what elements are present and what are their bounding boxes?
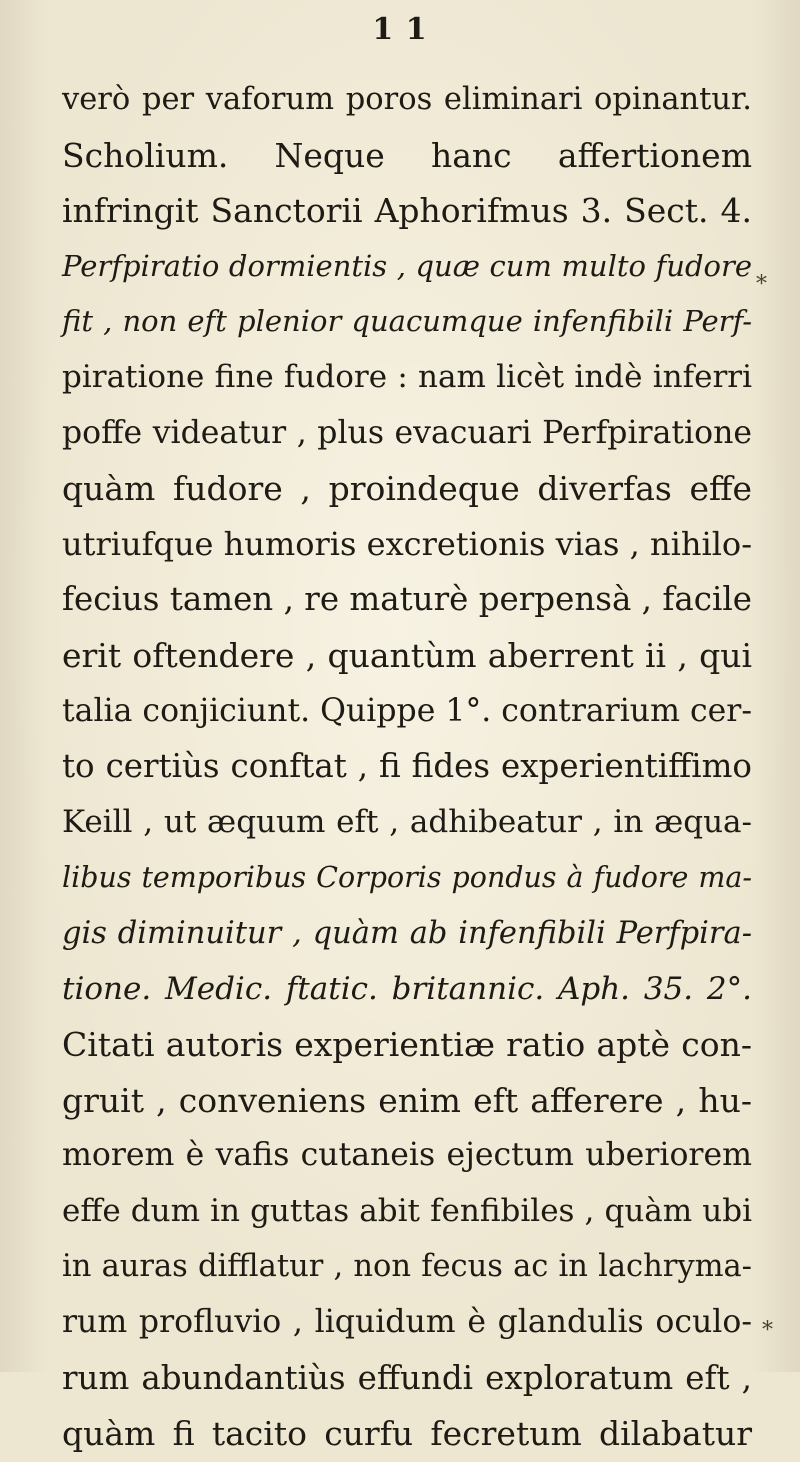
text-line-8: quàm fudore , proindeque diverfas effe: [62, 469, 752, 509]
text-line-4: Perfpiratio dormientis , quæ cum multo fudore: [62, 248, 752, 283]
text-line-18: Citati autoris experientiæ ratio aptè con-: [62, 1025, 752, 1065]
text-line-23: rum profluvio , liquidum è glandulis oculo-: [62, 1304, 752, 1341]
page-number: 1 1: [372, 12, 428, 47]
text-line-12: talia conjiciunt. Quippe 1°. contrarium cer-: [62, 692, 752, 729]
text-line-1: verò per vaforum poros eliminari opinantur.: [62, 82, 752, 117]
body-text: [62, 72, 752, 1462]
text-line-17: tione. Medic. ftatic. britannic. Aph. 35. 2°.: [62, 970, 752, 1007]
text-line-21: effe dum in guttas abit fenfibiles , quàm ubi: [62, 1192, 752, 1229]
text-line-10: fecius tamen , re maturè perpensà , facile: [62, 580, 752, 619]
text-line-2: Scholium. Neque hanc affertionem: [62, 135, 752, 175]
text-line-3: infringit Sanctorii Aphorifmus 3. Sect. 4.: [62, 191, 752, 231]
text-line-15: libus temporibus Corporis pondus à fudore ma-: [62, 861, 752, 895]
text-line-6: piratione fine fudore : nam licèt indè inferri: [62, 358, 752, 395]
text-line-24: rum abundantiùs effundi exploratum eft ,: [62, 1358, 752, 1397]
text-line-25: quàm fi tacito curfu fecretum dilabatur: [62, 1414, 752, 1454]
text-line-9: utriufque humoris excretionis vias , nihilo-: [62, 524, 752, 563]
text-line-20: morem è vafis cutaneis ejectum uberiorem: [62, 1137, 752, 1174]
margin-mark: *: [762, 1318, 773, 1343]
text-line-22: in auras difflatur , non fecus ac in lachryma-: [62, 1249, 752, 1285]
margin-mark: *: [756, 272, 767, 297]
text-line-16: gis diminuitur , quàm ab infenfibili Perfpira-: [62, 915, 752, 951]
text-line-7: poffe videatur , plus evacuari Perfpiratione: [62, 414, 752, 451]
text-line-11: erit oftendere , quantùm aberrent ii , qui: [62, 635, 752, 675]
text-line-14: Keill , ut æquum eft , adhibeatur , in æqua-: [62, 803, 752, 840]
text-line-13: to certiùs conftat , fi fides experientiffimo: [62, 747, 752, 786]
text-line-5: fit , non eft plenior quacumque infenfibili Perf-: [62, 304, 752, 339]
text-line-19: gruit , conveniens enim eft afferere , hu-: [62, 1080, 752, 1120]
